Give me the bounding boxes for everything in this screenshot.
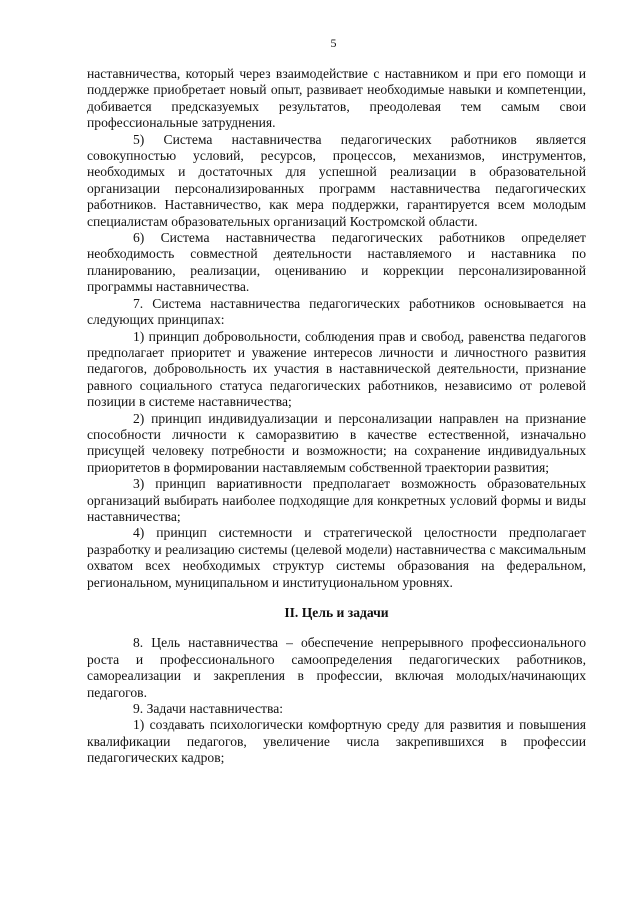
paragraph-continuation: наставничества, который через взаимодействие с наставником и при его помощи и поддержке приобретает новый опыт, развивает необходимые навыки и компетенции, добивается предсказуемых результатов, преодолевая тем самым свои профессиональные затруднения. [87,66,586,131]
principle-3: 3) принцип вариативности предполагает возможность образовательных организаций выбирать наиболее подходящие для конкретных условий формы и виды наставничества; [87,476,586,524]
paragraph-item-6: 6) Система наставничества педагогических работников определяет необходимость совместной деятельности наставляемого и наставника по планированию, реализации, оцениванию и коррекции персонализированной программы наставничества. [87,230,586,295]
document-page [87,36,586,767]
paragraph-item-8: 8. Цель наставничества – обеспечение непрерывного профессионального роста и профессионального самоопределения педагогических работников, самореализации и закрепления в профессии, включая молодых/начинающих педагогов. [87,635,586,700]
paragraph-item-5: 5) Система наставничества педагогических работников является совокупностью условий, ресурсов, процессов, механизмов, инструментов, необходимых и достаточных для успешной реализации в образовательной организации персонализированных программ наставничества педагогических работников. Наставничество, как мера поддержки, гарантируется всем молодым специалистам образовательных организаций Костромской области. [87,131,586,229]
principle-1: 1) принцип добровольности, соблюдения прав и свобод, равенства педагогов предполагает приоритет и уважение интересов личности и личностного развития педагогов, добровольность их участия в наставнической деятельности, признание равного социального статуса педагогических работников, независимо от ролевой позиции в системе наставничества; [87,328,586,410]
paragraph-item-9: 9. Задачи наставничества: [133,701,284,717]
page-number: 5 [330,36,337,50]
principle-2: 2) принцип индивидуализации и персонализации направлен на признание способности личности к саморазвитию в качестве естественной, изначально присущей человеку потребности и возможности; на сохранение индивидуальных приоритетов в формировании наставляемым собственной траектории развития; [87,410,586,475]
task-1: 1) создавать психологически комфортную среду для развития и повышения квалификации педагогов, увеличение числа закрепившихся в профессии педагогических кадров; [87,717,586,766]
section-heading: II. Цель и задачи [284,605,389,620]
paragraph-item-7: 7. Система наставничества педагогических работников основывается на следующих принципах: [87,295,586,328]
principle-4: 4) принцип системности и стратегической целостности предполагает разработку и реализацию системы (целевой модели) наставничества с максимальным охватом всех необходимых структур системы образования на федеральном, региональном, муниципальном и институциональном уровнях. [87,525,586,590]
